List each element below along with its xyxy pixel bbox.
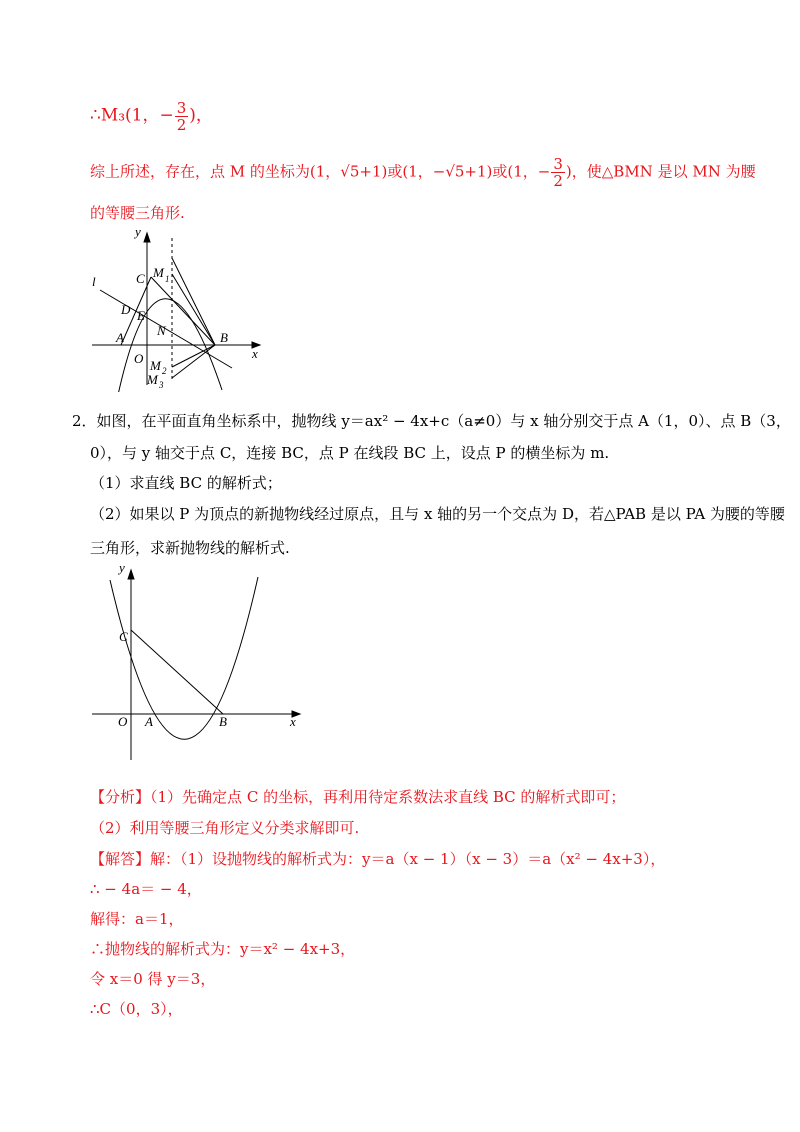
m3-fraction: $\frac{3}{2}$ bbox=[176, 99, 187, 134]
q2-line-1: 2．如图，在平面直角坐标系中，抛物线 y＝ax² − 4x+c（a≠0）与 x 轴分别交于点 A（1，0）、点 B（3， bbox=[72, 412, 791, 430]
solution-step-3: ∴抛物线的解析式为：y＝x² − 4x+3， bbox=[90, 940, 356, 958]
analysis-text-1: （1）先确定点 C 的坐标，再利用待定系数法求直线 BC 的解析式即可； bbox=[150, 788, 626, 806]
analysis-line-2: （2）利用等腰三角形定义分类求解即可. bbox=[90, 819, 360, 837]
m3-result bbox=[90, 100, 213, 133]
m3-prefix: ∴M₃(1，− bbox=[90, 105, 174, 126]
fig1-label-c: C bbox=[136, 271, 145, 286]
fig1-label-l: l bbox=[92, 274, 96, 289]
q2-line-2: 0），与 y 轴交于点 C，连接 BC，点 P 在线段 BC 上，设点 P 的横坐标为 m. bbox=[90, 444, 610, 462]
fig2-label-b: B bbox=[219, 714, 227, 729]
figure-1 bbox=[85, 222, 275, 392]
q2-part-1: （1）求直线 BC 的解析式； bbox=[90, 474, 282, 492]
fig1-label-b: B bbox=[220, 330, 228, 345]
fig1-label-e: E bbox=[137, 308, 145, 323]
fig2-label-o: O bbox=[118, 714, 128, 729]
fig1-label-m2-sub: 2 bbox=[162, 366, 167, 376]
fig1-label-a: A bbox=[116, 330, 124, 345]
analysis-tag: 【分析】 bbox=[90, 788, 151, 806]
fig2-label-y: y bbox=[119, 560, 125, 575]
summary-part-b: )，使△BMN 是以 MN 为腰 bbox=[565, 162, 756, 181]
fig1-label-x: x bbox=[252, 346, 258, 361]
figure-2 bbox=[88, 560, 308, 765]
fig2-label-c: C bbox=[119, 629, 128, 644]
summary-line-2: 的等腰三角形. bbox=[90, 204, 185, 222]
solution-step-1: ∴ − 4a＝ − 4， bbox=[90, 880, 202, 898]
fig2-y-arrow bbox=[128, 570, 134, 579]
fig1-line-m1b bbox=[172, 274, 215, 345]
fig2-line-bc bbox=[131, 630, 223, 714]
solution-text-1: 解：（1）设抛物线的解析式为：y＝a（x − 1）（x − 3）＝a（x² − 4x+3）， bbox=[150, 850, 666, 868]
analysis-line-1 bbox=[90, 786, 625, 808]
solution-step-2: 解得：a＝1， bbox=[90, 910, 184, 928]
fig1-label-m1-sub: 1 bbox=[165, 274, 170, 284]
fig1-label-m2: M bbox=[150, 358, 161, 373]
q2-part-2-cont: 三角形，求新抛物线的解析式. bbox=[90, 539, 290, 557]
fig1-label-y: y bbox=[135, 224, 141, 239]
m3-suffix: )， bbox=[189, 105, 213, 126]
summary-fraction: $\frac{3}{2}$ bbox=[553, 155, 563, 190]
summary-part-a: 综上所述，存在，点 M 的坐标为(1，√5+1)或(1，−√5+1)或(1，− bbox=[90, 162, 551, 181]
fig1-line-m3b bbox=[172, 345, 215, 378]
solution-line-1 bbox=[90, 848, 665, 870]
fig2-label-x: x bbox=[290, 714, 296, 729]
fig1-label-d: D bbox=[121, 302, 131, 317]
fig1-line-l bbox=[100, 290, 232, 368]
fig1-label-m3: M bbox=[147, 372, 158, 387]
fig1-y-arrow bbox=[144, 233, 150, 242]
fig1-label-m1: M bbox=[153, 265, 164, 280]
solution-step-4: 令 x＝0 得 y＝3， bbox=[90, 970, 216, 988]
fig1-line-m0b bbox=[172, 258, 215, 345]
fig1-label-n: N bbox=[157, 323, 166, 338]
fig1-label-m3-sub: 3 bbox=[159, 380, 164, 390]
fig2-parabola bbox=[110, 577, 258, 739]
solution-tag: 【解答】 bbox=[90, 850, 151, 868]
fig1-line-m2b bbox=[172, 345, 215, 367]
fig2-label-a: A bbox=[145, 714, 153, 729]
solution-step-5: ∴C（0，3）， bbox=[90, 1000, 183, 1018]
summary-line bbox=[90, 156, 756, 189]
fig1-label-o: O bbox=[134, 351, 144, 366]
q2-part-2: （2）如果以 P 为顶点的新抛物线经过原点，且与 x 轴的另一个交点为 D，若△PAB 是以 PA 为腰的等腰 bbox=[90, 505, 785, 523]
